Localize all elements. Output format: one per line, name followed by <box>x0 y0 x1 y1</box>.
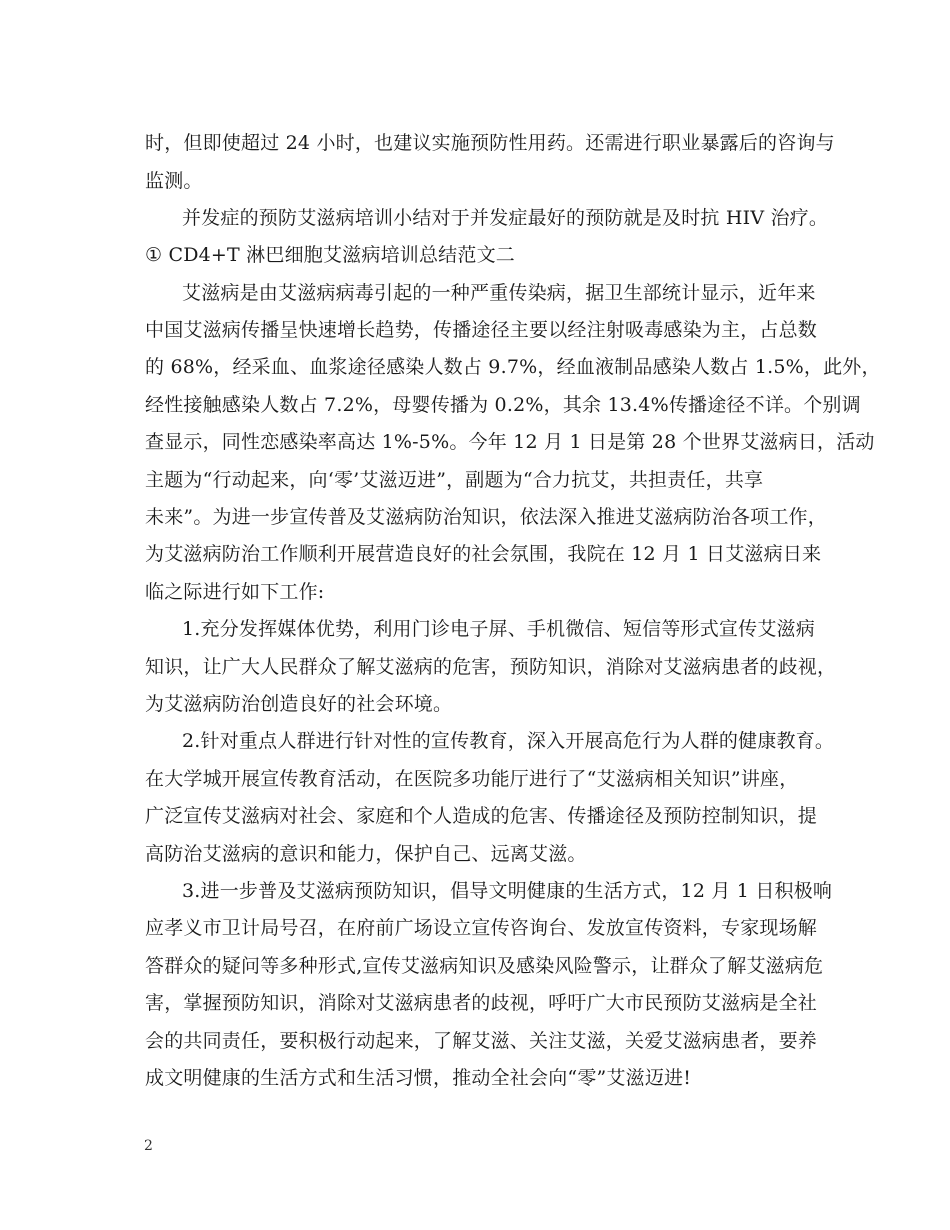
body-text-line: 监测。 <box>145 170 203 192</box>
list-item-line: 应孝义市卫计局号召，在府前广场设立宣传咨询台、发放宣传资料，专家现场解 <box>145 917 818 939</box>
list-item-line: 知识，让广大人民群众了解艾滋病的危害，预防知识，消除对艾滋病患者的歧视， <box>145 656 837 678</box>
body-text-line: 艾滋病是由艾滋病病毒引起的一种严重传染病，据卫生部统计显示，近年来 <box>182 282 816 304</box>
list-item-line: 广泛宣传艾滋病对社会、家庭和个人造成的危害、传播途径及预防控制知识，提 <box>145 805 818 827</box>
list-item-line: 害，掌握预防知识，消除对艾滋病患者的歧视，呼吁广大市民预防艾滋病是全社 <box>145 992 818 1014</box>
list-item-line: 为艾滋病防治创造良好的社会环境。 <box>145 693 453 715</box>
section-heading: ① CD4+T 淋巴细胞艾滋病培训总结范文二 <box>145 244 515 266</box>
body-text-line: 中国艾滋病传播呈快速增长趋势，传播途径主要以经注射吸毒感染为主，占总数 <box>145 319 818 341</box>
list-item-line: 高防治艾滋病的意识和能力，保护自己、远离艾滋。 <box>145 843 587 865</box>
list-item-line: 2.针对重点人群进行针对性的宣传教育，深入开展高危行为人群的健康教育。 <box>182 730 835 752</box>
list-item-line: 成文明健康的生活方式和生活习惯，推动全社会向“零”艾滋迈进! <box>145 1067 692 1089</box>
body-text-line: 的 68%，经采血、血浆途径感染人数占 9.7%，经血液制品感染人数占 1.5%，此外， <box>145 356 881 378</box>
body-text-line: 查显示，同性恋感染率高达 1%-5%。今年 12 月 1 日是第 28 个世界艾滋病日，活动 <box>145 431 875 453</box>
body-text-line: 未来”。为进一步宣传普及艾滋病防治知识，依法深入推进艾滋病防治各项工作， <box>145 506 827 528</box>
list-item-line: 会的共同责任，要积极行动起来，了解艾滋、关注艾滋，关爱艾滋病患者，要养 <box>145 1030 818 1052</box>
list-item-line: 1.充分发挥媒体优势，利用门诊电子屏、手机微信、短信等形式宣传艾滋病 <box>182 618 815 640</box>
body-text-line: 时，但即使超过 24 小时，也建议实施预防性用药。还需进行职业暴露后的咨询与 <box>145 132 835 154</box>
body-text-line: 主题为“行动起来，向‘零’艾滋迈进”，副题为“合力抗艾，共担责任，共享 <box>145 469 764 491</box>
body-text-line: 经性接触感染人数占 7.2%，母婴传播为 0.2%，其余 13.4%传播途径不详。个别调 <box>145 394 861 416</box>
list-item-line: 3.进一步普及艾滋病预防知识，倡导文明健康的生活方式，12 月 1 日积极响 <box>182 880 833 902</box>
list-item-line: 在大学城开展宣传教育活动，在医院多功能厅进行了“艾滋病相关知识”讲座， <box>145 768 799 790</box>
body-text-line: 为艾滋病防治工作顺利开展营造良好的社会氛围，我院在 12 月 1 日艾滋病日来 <box>145 543 822 565</box>
list-item-line: 答群众的疑问等多种形式,宣传艾滋病知识及感染风险警示，让群众了解艾滋病危 <box>145 955 824 977</box>
body-text-line: 并发症的预防艾滋病培训小结对于并发症最好的预防就是及时抗 HIV 治疗。 <box>182 207 829 229</box>
page-number: 2 <box>144 1138 153 1154</box>
body-text-line: 临之际进行如下工作: <box>145 581 325 603</box>
